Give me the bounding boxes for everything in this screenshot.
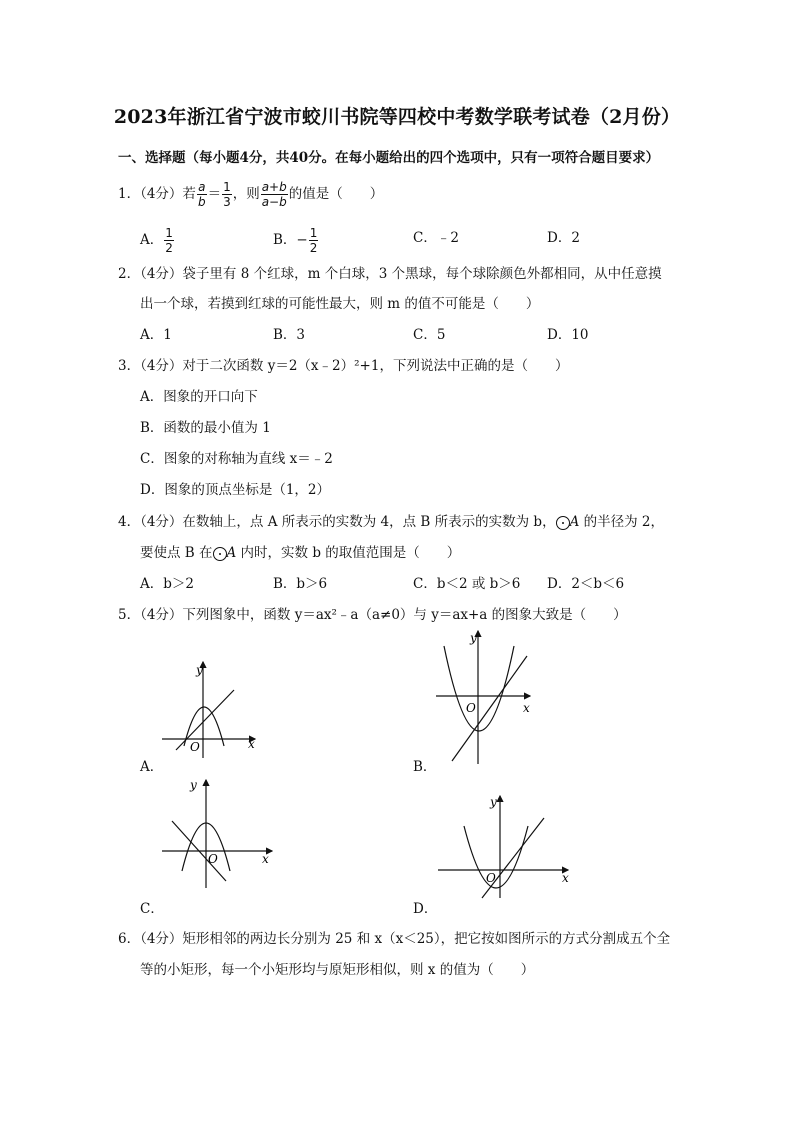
- q2-line-1: 2．（4分）袋子里有 8 个红球，m 个白球，3 个黑球，每个球除颜色外都相同，从中任意摸: [118, 266, 662, 282]
- q5-option-a-label: A．: [140, 759, 164, 775]
- axis-y-label: y: [196, 663, 203, 677]
- origin-label: O: [190, 740, 200, 754]
- origin-label: O: [466, 701, 476, 715]
- q1-option-a: A． $\frac{1}{2}$: [140, 226, 173, 255]
- q2-line-2: 出一个球，若摸到红球的可能性最大，则 m 的值不可能是（ ）: [140, 296, 540, 312]
- q5-line-1: 5．（4分）下列图象中，函数 y＝ax²﹣a（a≠0）与 y＝ax+a 的图象大致是（ ）: [118, 607, 627, 623]
- q5-option-b-label: B．: [413, 759, 437, 775]
- q2-option-a: A．1: [140, 327, 172, 343]
- circle-a-symbol: [556, 516, 570, 530]
- q1-number: 1．（4分）若: [118, 186, 196, 202]
- q6-line-1: 6．（4分）矩形相邻的两边长分别为 25 和 x（x＜25），把它按如图所示的方式分割成五个全: [118, 931, 671, 947]
- q1-frac-expression: $\frac{a+b}{a-b}$: [261, 180, 287, 209]
- q5-option-c-label: C．: [140, 901, 164, 917]
- q4-option-d: D．2＜b＜6: [547, 576, 625, 592]
- q5-graph-d: [436, 790, 576, 900]
- q4-option-b: B．b＞6: [273, 576, 328, 592]
- axis-x-label: x: [248, 737, 255, 751]
- q3-line-1: 3．（4分）对于二次函数 y＝2（x﹣2）²+1，下列说法中正确的是（ ）: [118, 358, 569, 374]
- paper-title: 2023年浙江省宁波市蛟川书院等四校中考数学联考试卷（2月份）: [113, 106, 681, 128]
- q5-graph-b: [432, 626, 544, 766]
- axis-x-label: x: [562, 871, 569, 885]
- origin-label: O: [208, 852, 218, 866]
- q1-option-c: C．﹣2: [413, 230, 459, 246]
- q3-option-d: D．图象的顶点坐标是（1，2）: [140, 482, 331, 498]
- q2-option-c: C．5: [413, 327, 446, 343]
- question-1: 1．（4分）若 $\frac{a}{b}$ ＝ $\frac{1}{3}$ ，则 $\frac{a+b}{a-b}$ 的值是（ ）: [118, 180, 384, 209]
- q1-frac-a-over-b: $\frac{a}{b}$: [197, 180, 206, 209]
- q1-frac-one-third: $\frac{1}{3}$: [223, 180, 231, 209]
- axis-y-label: y: [190, 778, 197, 792]
- q5-option-d-label: D．: [413, 901, 438, 917]
- axis-y-label: y: [470, 631, 477, 645]
- q1-option-b: B．− $\frac{1}{2}$: [273, 226, 318, 255]
- circle-a-symbol: [213, 547, 227, 561]
- q4-option-c: C．b＜2 或 b＞6: [413, 576, 521, 592]
- section-heading: 一、选择题（每小题4分，共40分。在每小题给出的四个选项中，只有一项符合题目要求）: [118, 150, 660, 166]
- origin-label: O: [486, 871, 496, 885]
- q4-line-1: 4．（4分）在数轴上，点 A 所表示的实数为 4，点 B 所表示的实数为 b， A 的半径为 2，: [118, 514, 664, 530]
- q6-line-2: 等的小矩形，每一个小矩形均与原矩形相似，则 x 的值为（ ）: [140, 962, 535, 978]
- axis-x-label: x: [262, 852, 269, 866]
- q2-option-d: D．10: [547, 327, 589, 343]
- axis-y-label: y: [490, 795, 497, 809]
- q3-option-b: B．函数的最小值为 1: [140, 420, 271, 436]
- q5-graph-a: [160, 650, 270, 760]
- q3-option-c: C．图象的对称轴为直线 x＝﹣2: [140, 451, 333, 467]
- axis-x-label: x: [523, 701, 530, 715]
- q4-option-a: A．b＞2: [140, 576, 194, 592]
- q5-graph-c: [160, 775, 280, 890]
- q2-option-b: B．3: [273, 327, 306, 343]
- q4-line-2: 要使点 B 在 A 内时，实数 b 的取值范围是（ ）: [140, 545, 461, 561]
- q1-option-d: D．2: [547, 230, 580, 246]
- q3-option-a: A．图象的开口向下: [140, 389, 258, 405]
